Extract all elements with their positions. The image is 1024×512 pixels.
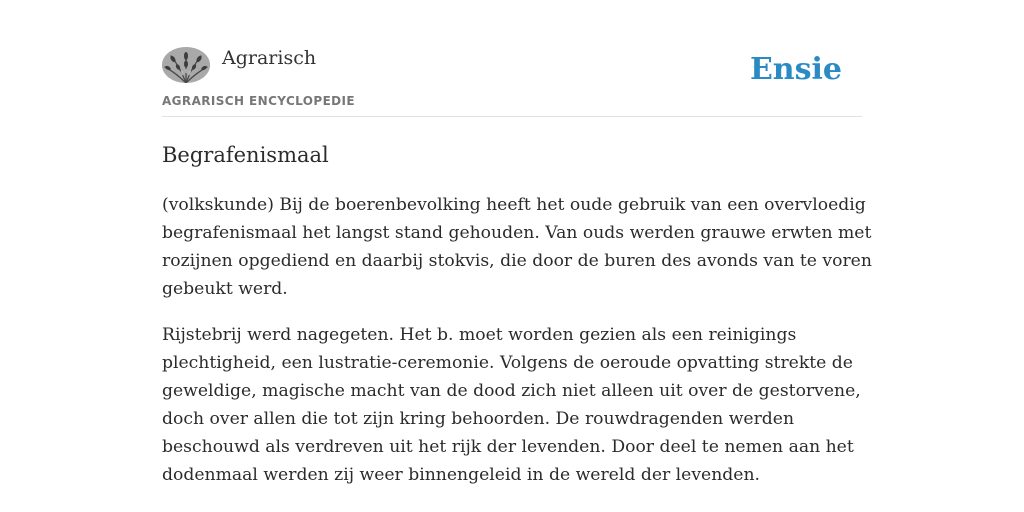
paragraph-line: begrafenismaal het langst stand gehouden. Van ouds werden grauwe erwten met (162, 223, 872, 243)
paragraph-line: doch over allen die tot zijn kring behoorden. De rouwdragenden werden (162, 409, 795, 429)
paragraph-line: geweldige, magische macht van de dood zich niet alleen uit over de gestorvene, (162, 381, 861, 401)
source-header (162, 44, 862, 117)
paragraph-line: beschouwd als verdreven uit het rijk der levenden. Door deel te nemen aan het (162, 437, 854, 457)
article-title: Begrafenismaal (162, 143, 329, 167)
wheat-ears-icon[interactable] (162, 47, 210, 83)
paragraph-line: gebeukt werd. (162, 279, 288, 299)
source-subtitle: AGRARISCH ENCYCLOPEDIE (162, 94, 355, 108)
paragraph-line: (volkskunde) Bij de boerenbevolking heeft het oude gebruik van een overvloedig (162, 195, 866, 215)
article-body (162, 191, 872, 489)
article-paragraph (162, 321, 862, 489)
article-paragraph (162, 191, 872, 303)
paragraph-line: dodenmaal werden zij weer binnengeleid in de wereld der levenden. (162, 465, 760, 485)
paragraph-line: plechtigheid, een lustratie-ceremonie. Volgens de oeroude opvatting strekte de (162, 353, 853, 373)
paragraph-line: rozijnen opgediend en daarbij stokvis, die door de buren des avonds van te voren (162, 251, 872, 271)
article (162, 140, 872, 489)
ensie-logo-link[interactable]: Ensie (749, 52, 842, 87)
paragraph-line: Rijstebrij werd nagegeten. Het b. moet worden gezien als een reinigings (162, 325, 797, 345)
source-title[interactable]: Agrarisch (222, 47, 317, 69)
